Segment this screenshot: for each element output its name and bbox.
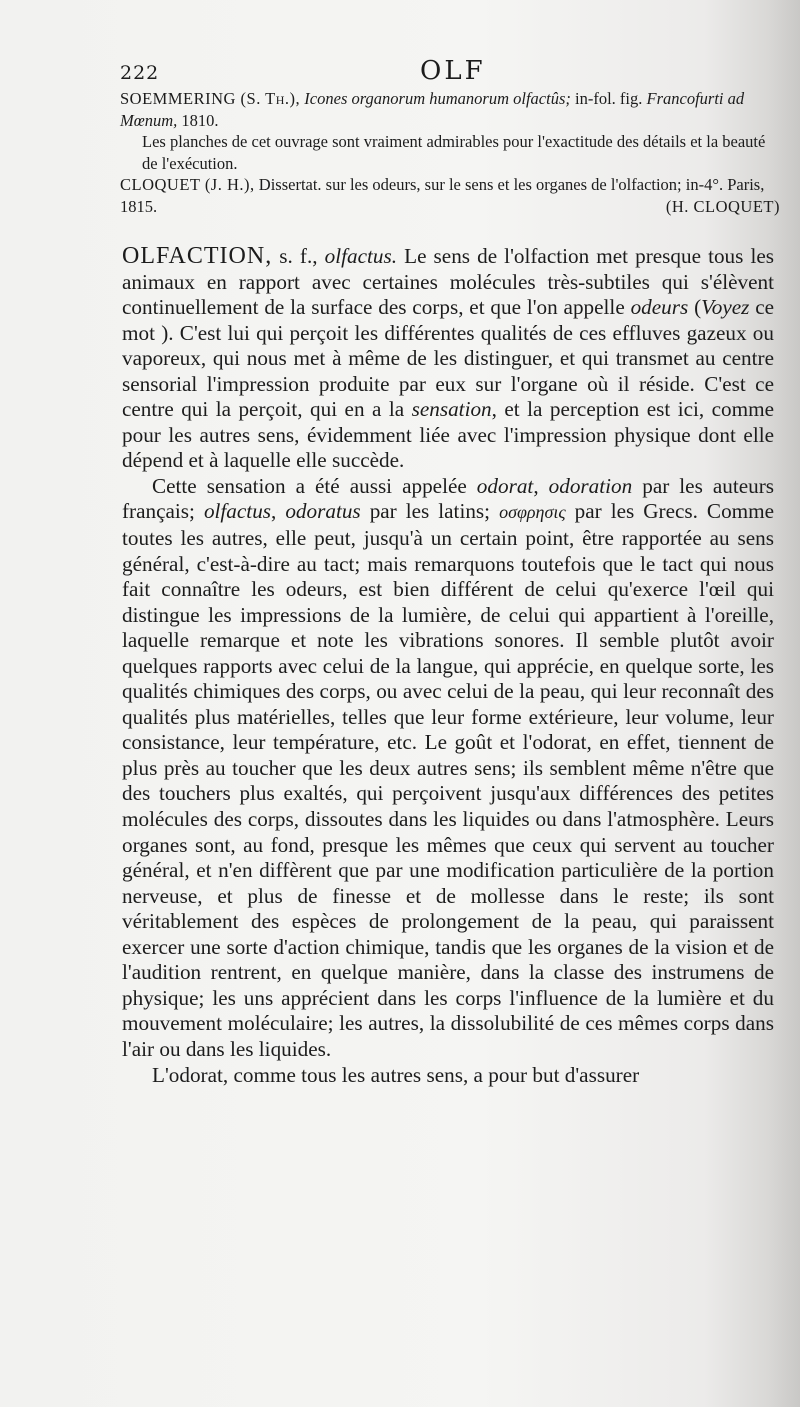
- page-header: [120, 56, 780, 88]
- paragraph-text: L'odorat, comme tous les autres sens, a pour but d'assurer: [152, 1062, 640, 1087]
- paragraph-text: par les latins;: [369, 499, 491, 524]
- reference-place: Francofurti ad Mœnum,: [120, 89, 745, 130]
- reference-title: Icones organorum humanorum olfactûs;: [304, 89, 571, 108]
- term-odoration: odoration: [548, 473, 633, 498]
- reference-author: SOEMMERING (S. Th.),: [120, 89, 301, 108]
- reference-note: Les planches de cet ouvrage sont vraiment admirables pour l'exactitude des détails et la beauté de l'exécution.: [142, 132, 766, 173]
- paragraph-text: par les Grecs. Comme toutes les autres, elle peut, jusqu'à un certain point, être rapportée au sens général, c'est-à-dire au tact; mais remarquons toutefois que le tact qui nous fait connaître les odeurs, est bien différent de celui qu'exerce l'œil qui distingue les impressions de la lumière, de celui qui appartient à l'oreille, laquelle remarque et note les vibrations sonores. Il semble plutôt avoir quelques rapports avec celui de la langue, qui apprécie, en quelque sorte, les qualités chimiques des corps, ou avec celui de la peau, qui leur reconnaît des qualités plus matérielles, telles que leur forme extérieure, leur volume, leur consistance, leur température, etc. Le goût et l'odorat, en effet, tiennent de plus près au toucher que les deux autres sens; ils semblent même n'être que des touchers plus exaltés, qui perçoivent jusqu'aux différences des petites molécules des corps, dissoutes dans les liquides ou dans l'atmosphère. Leurs organes sont, au fond, presque les mêmes que ceux qui servent au toucher général, et n'en diffèrent que par une modification particulière de la portion nerveuse, et plus de finesse et de mollesse dans le reste; ils sont véritablement des espèces de prolongement de la peau, qui paraissent exercer une sorte d'action chimique, tandis que les organes de la vision et de l'audition rentrent, en quelque manière, dans la classe des instrumens de physique; les uns apprécient dans les corps l'influence de la lumière et du mouvement moléculaire; les autres, la dissolubilité de ces mêmes corps dans l'air ou dans les liquides.: [122, 499, 775, 1061]
- latin-term: olfactus.: [324, 244, 398, 268]
- term-odoratus: odoratus: [285, 499, 361, 524]
- reference-year: 1810.: [181, 110, 219, 130]
- cross-ref-voyez: Voyez: [701, 295, 750, 320]
- reference-author: CLOQUET (J. H.),: [120, 175, 255, 194]
- paragraph-text: Le sens de l'olfaction met presque tous les animaux en rapport avec certaines molécules très-subtiles qui s'élèvent continuellement de la surface des corps, et que l'on appelle: [122, 244, 775, 320]
- paragraph-text: par les auteurs français;: [122, 473, 775, 524]
- page-number: 222: [120, 62, 160, 84]
- paragraph-text: , et la perception est ici, comme pour les autres sens, évidemment liée avec l'impression physique dont elle dépend et à laquelle elle succède.: [122, 397, 774, 473]
- reference-text: Dissertat. sur les odeurs, sur le sens et les organes de l'olfaction; in-4°. Paris, 1815.: [120, 175, 765, 216]
- paragraph-text: ce mot ). C'est lui qui perçoit les différentes qualités de ces effluves gazeux ou vaporeux, qui nous met à même de les distinguer, et qui transmet au centre sensorial l'impression produite par eux sur l'organe où il réside. C'est ce centre qui la perçoit, qui en a la: [122, 295, 775, 422]
- reference-soemmering: [120, 88, 780, 174]
- term-odeurs: odeurs: [630, 295, 689, 320]
- paragraph-text: Cette sensation a été aussi appelée: [152, 473, 467, 498]
- term-sensation: sensation: [411, 397, 492, 422]
- paragraph-2: Cette sensation a été aussi appelée odorat, odoration par les auteurs français; olfactus, odoratus par les latins; οσφρησις par les Grecs. Comme toutes les autres, elle peut, jusqu'à un certain point, être rapportée au sens général, c'est-à-dire au tact; mais remarquons toutefois que le tact qui nous fait connaître les odeurs, est bien différent de celui qu'exerce l'œil qui distingue les impressions de la lumière, de celui qui appartient à l'oreille, laquelle remarque et note les vibrations sonores. Il semble plutôt avoir quelques rapports avec celui de la langue, qui apprécie, en quelque sorte, les qualités chimiques des corps, ou avec celui de la peau, qui leur reconnaît des qualités plus matérielles, telles que leur forme extérieure, leur volume, leur consistance, leur température, etc. Le goût et l'odorat, en effet, tiennent de plus près au toucher que les deux autres sens; ils semblent même n'être que des touchers plus exaltés, qui perçoivent jusqu'aux différences des petites molécules des corps, dissoutes dans les liquides ou dans l'atmosphère. Leurs organes sont, au fond, presque les mêmes que ceux qui servent au toucher général, et n'en diffèrent que par une modification particulière de la portion nerveuse, et plus de finesse et de mollesse dans le reste; ils sont véritablement des espèces de prolongement de la peau, qui paraissent exercer une sorte d'action chimique, tandis que les organes de la vision et de l'audition rentrent, en quelque manière, dans la classe des instrumens de physique; les uns apprécient dans les corps l'influence de la lumière et du mouvement moléculaire; les autres, la dissolubilité de ces mêmes corps dans l'air ou dans les liquides.: [122, 473, 775, 1061]
- term-olfactus: olfactus: [203, 499, 272, 524]
- greek-term: οσφρησις: [499, 502, 566, 523]
- author-signature: (H. CLOQUET): [665, 196, 780, 216]
- reference-format: in-fol. fig.: [575, 89, 643, 108]
- bibliography: [120, 88, 780, 217]
- grammar-label: s. f.,: [279, 244, 318, 268]
- paragraph-3: [122, 1063, 774, 1089]
- headword: OLFACTION,: [122, 243, 273, 269]
- reference-cloquet: [120, 174, 780, 217]
- term-odorat: odorat: [476, 473, 534, 498]
- paragraph-1: OLFACTION, s. f., olfactus. Le sens de l'olfaction met presque tous les animaux en rapport avec certaines molécules très-subtiles qui s'élèvent continuellement de la surface des corps, et que l'on appelle odeurs (Voyez ce mot ). C'est lui qui perçoit les différentes qualités de ces effluves gazeux ou vaporeux, qui nous met à même de les distinguer, et qui transmet au centre sensorial l'impression produite par eux sur l'organe où il réside. C'est ce centre qui la perçoit, qui en a la sensation, et la perception est ici, comme pour les autres sens, évidemment liée avec l'impression physique dont elle dépend et à laquelle elle succède.: [122, 243, 775, 473]
- article-olfaction: [122, 244, 774, 1088]
- running-head: OLF: [420, 56, 486, 86]
